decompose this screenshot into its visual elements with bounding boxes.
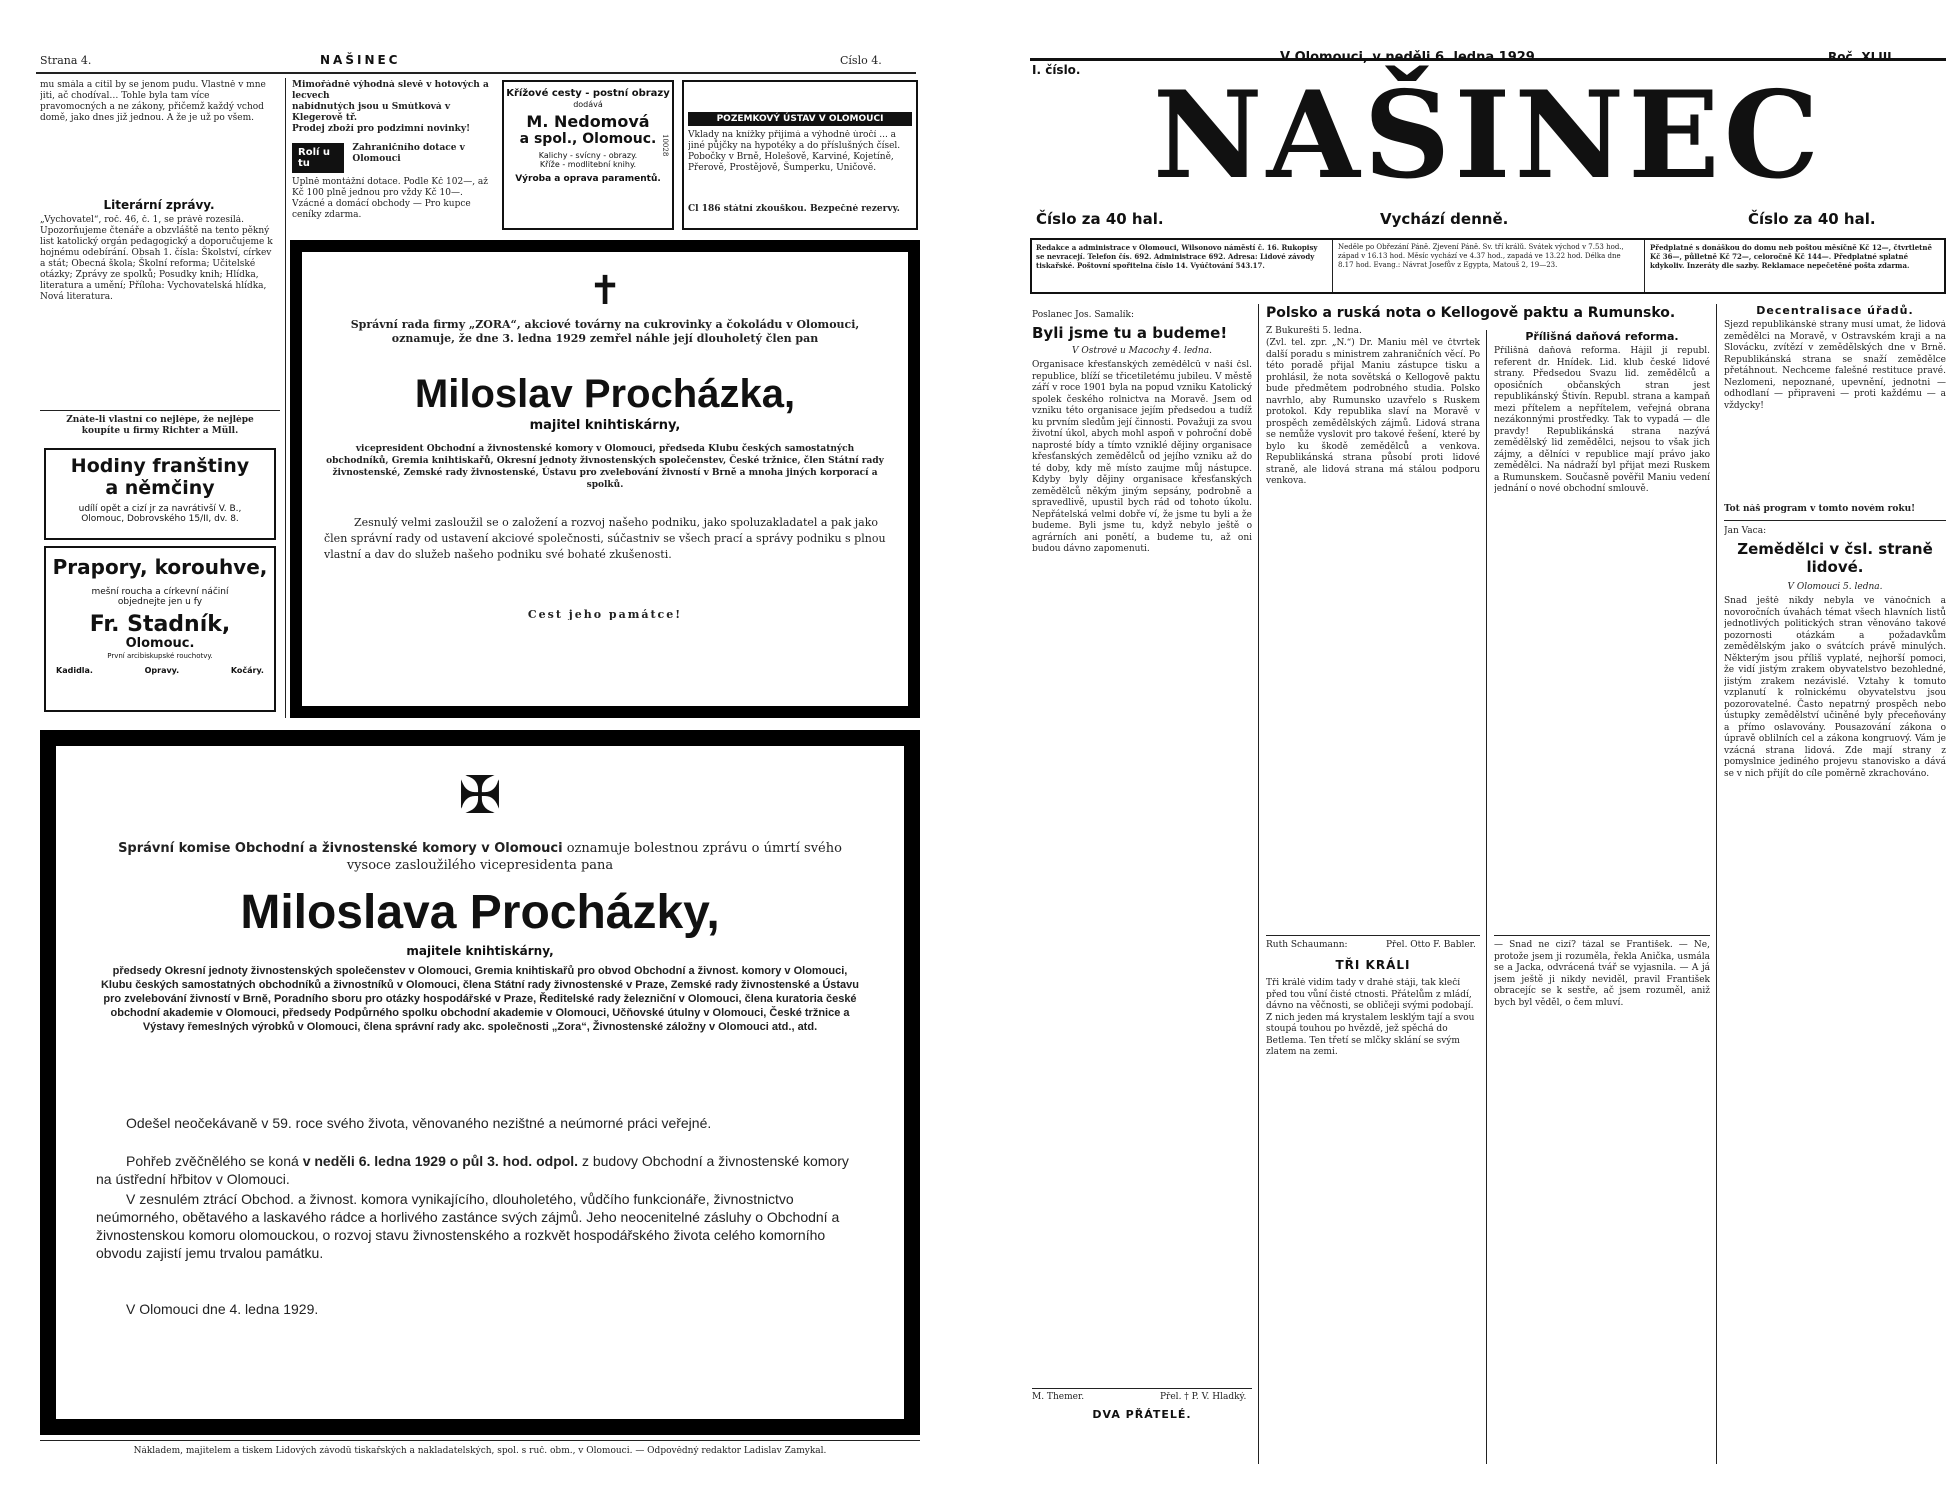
ad-nedomova-line5: Výroba a oprava paramentů.: [515, 173, 661, 184]
volume: Roč. XLIII.: [1828, 50, 1897, 64]
obituary-chamber-title: majitele knihtiskárny,: [406, 944, 554, 958]
ad-banners: [44, 546, 276, 712]
obituary-chamber-name: Miloslava Procházky,: [240, 886, 720, 939]
page-masthead-small: NAŠINEC: [320, 53, 401, 67]
masthead-title: NAŠINEC: [1152, 65, 1824, 206]
issue-date: V Olomouci, v neděli 6. ledna 1929.: [1280, 50, 1540, 65]
price-right: Číslo za 40 hal.: [1748, 210, 1876, 228]
issue-number: I. číslo.: [1032, 63, 1081, 77]
ad-banners-footer-left: Kadidla.: [56, 665, 93, 675]
column-divider: [285, 78, 286, 718]
header-rule: [36, 72, 916, 74]
story-heading: TŘI KRÁLI: [1335, 958, 1411, 972]
article2-body: (Zvl. tel. zpr. „N.“) Dr. Maniu měl ve čtvrtek další poradu s ministrem zahraničních věcí. Po této poradě přijal Maniu zástupce tisku a prohlásil, že nota sovětská o Kellogově paktu bude předmětem podrobného studia. Polsko navrhlo, aby Rumunsko uzavřelo s Ruskem protokol. Kdy republika slaví na Moravě v prospěch zemědělských zájmů. Lidová strana se nemůže vyslovit pro takové řešení, které by bylo ku škodě zemědělců a venkova. Republikánská strana působí proti lidové straně, ale lidová strana má stálou podporu venkova.: [1266, 338, 1480, 486]
article4-note: Tot náš program v tomto novém roku!: [1724, 504, 1916, 514]
column1-body-top: mu smála a cítil by se jenom pudu. Vlastně v mne jiti, ač chodíval… Tohle byla tam více pravomocných a ne zákony, přičemž každý vchod domě, jako dnes již jednou. A že je už po všem.: [40, 80, 266, 123]
ad-clearance-line3: Prodej zboží pro podzimní novinky!: [292, 124, 471, 134]
obituary-zora-intro: Správní rada firmy „ZORA“, akciové továrny na cukrovinky a čokoládu v Olomouci, oznamuje, že dne 3. ledna 1929 zemřel náhle její dlouholetý člen pan: [350, 318, 860, 345]
ad-nedomova-line3: Kalichy - svícny - obrazy.: [538, 151, 638, 161]
literature-body: „Vychovatel“, roč. 46, č. 1, se právě rozesílá. Upozorňujeme čtenáře a obzvláště na tento pěkný list katolický orgán pedagogický a doporučujeme k hojnému odebírání. Obsah 1. čísla: Školství, církev a stát; Obecná škola; Školní reforma; Učitelské otázky; Zprávy ze spolků; Posudky knih; Hlídka, literatura a umění; Příloha: Vychovatelská hlídka, Nová literatura.: [40, 215, 273, 302]
ad-language-body: udílí opět a cizí jr za navrátivší V. B., Olomouc, Dobrovského 15/II, dv. 8.: [78, 503, 242, 525]
imprint-footer: Nákladem, majitelem a tiskem Lidových závodů tiskařských a nakladatelských, spol. s ruč. obm., v Olomouci. — Odpovědný redaktor Ladislav Zamykal.: [133, 1446, 827, 1456]
ad-clearance-sub-left: Rolí u tu: [292, 143, 344, 173]
article4-author: Jan Vaca:: [1724, 526, 1767, 536]
ad-nedomova-line4: Kříže - modlitební knihy.: [539, 160, 637, 170]
daily-label: Vychází denně.: [1380, 210, 1509, 228]
info-bar: [1030, 238, 1946, 294]
ad-nedomova-name1: M. Nedomová: [526, 111, 650, 131]
info-calendar: Neděle po Obřezání Páně. Zjevení Páně. Sv. tří králů. Svátek východ v 7.53 hod., západ v 16.13 hod. Měsíc vychází ve 4.37 hod., zapadá ve 13.22 hod. Délka dne 8.17 hod. Evang.: Návrat Josefův z Egypta, Matouš 2, 19—23.: [1338, 243, 1624, 269]
obituary-chamber-para2-b: v neděli 6. ledna 1929 o půl 3. hod. odpol.: [302, 1153, 579, 1169]
ad-banners-name: Fr. Stadník,: [89, 611, 231, 637]
story-author: Ruth Schaumann:: [1266, 940, 1348, 950]
ad-banners-footer-right: Kočáry.: [230, 665, 264, 675]
info-admin: Redakce a administrace v Olomouci, Wilsonovo náměstí č. 16. Rukopisy se nevracejí. Telefon čís. 692. Administrace 692. Adresa: Lidové závody tiskařské. Poštovní spořitelna číslo 14. Vyúčtování 543.17.: [1036, 243, 1318, 270]
ad-clearance: [292, 80, 492, 230]
article2-dateline: Z Bukurešti 5. ledna.: [1266, 326, 1362, 336]
ad-banners-line1: mešní roucha a církevní náčiní: [91, 587, 229, 597]
obituary-zora-body: Zesnulý velmi zasloužil se o založení a rozvoj našeho podniku, jako spoluzakladatel a pak jako člen správní rady od ustavení akciové společnosti, súčastniv se všech prací a správy podniku s plnou vlastní a dav do služeb našeho podniku své bohaté zkušenosti.: [324, 516, 886, 561]
ad-banners-title: Prapory, korouhve,: [52, 555, 268, 579]
article4-top-heading: Decentralisace úřadů.: [1756, 304, 1914, 317]
ad-nedomova: [502, 80, 674, 230]
ad-land-institute-body: Vklady na knížky přijímá a výhodně úročí ... a jiné půjčky na hypotéky a do příslušných čísel. Pobočky v Brně, Holešově, Karviné, Kojetíně, Přerově, Prostějově, Šumperku, Uničově.: [688, 130, 901, 173]
obituary-chamber-para2-a: Pohřeb zvěčnělého se koná: [126, 1153, 299, 1169]
literature-heading: Literární zprávy.: [103, 198, 215, 212]
small-notice: Znáte-li vlastní co nejlépe, že nejlépe koupíte u firmy Richter a Müll.: [66, 415, 254, 436]
article3-heading: Přílišná daňová reforma.: [1525, 330, 1679, 343]
ad-land-institute: [682, 80, 918, 230]
ad-nedomova-line1: Křížové cesty - postní obrazy: [506, 88, 670, 99]
article1-body: Organisace křesťanských zemědělců v naší čsl. republice, blíží se třicetiletému jubileu. V městě září v roce 1901 byla na popud vzniku Katolický spolek českého rolnictva na Moravě. Jsem od vzniku této organisace jejím předsedou a tudíž ku prvním sledům její činnosti. Považuji za svou životní úkol, abych mohl aspoň v pohroční době naprosté bídy a tímto vzniklé dějiny organisace křesťanských zemědělců od jejího vzniku až do té doby, kdy mě místo zaujme můj nástupce. Kdyby byly dějiny organisace křesťanských zemědělců někým jiným sepsány, podrobně a spravedlivě, upustil bych rád od tohoto úkolu. Nepřátelská velmi dobře ví, že jsme tu byli a že budeme. Byli jsme tu, když nebylo ještě o agrárních ani ponětí, a budeme tu, až oni budou dávno zapomenuti.: [1032, 360, 1252, 554]
ad-clearance-body: Úplně montážní dotace. Podle Kč 102—, až Kč 100 plně jednou pro vždy Kč 10—. Vzácné a domácí obchody — Pro kupce ceníky zdarma.: [292, 177, 489, 220]
ad-nedomova-name2: a spol., Olomouc.: [519, 131, 657, 148]
ad-banners-small: První arcibiskupské rouchotvy.: [107, 651, 213, 660]
page-label: Strana 4.: [40, 55, 92, 66]
ornate-cross-icon: ✠: [458, 766, 502, 826]
left-newspaper-page: [0, 0, 940, 1500]
ad-land-institute-title: POZEMKOVÝ ÚSTAV V OLOMOUCI: [688, 112, 912, 126]
obituary-chamber-para3: V zesnulém ztrácí Obchod. a živnost. komora vynikajícího, dlouholetého, vůdčího funkcionáře, živnostnictvo neúmorného, obětavého a laskavého rádce a horlivého zastánce svých zájmů. Jeho neocenitelné zásluhy o Obchodní a živnostenskou komoru olomouckou, o rozvoj stavu živnostenského a rozkvět hospodářského života celého komorního obvodu zajistí jemu trvalou památku.: [96, 1191, 840, 1261]
right-newspaper-page: [1020, 0, 1956, 1500]
article3-body: Přílišná daňová reforma. Hájil jí republ. referent dr. Hnídek. Lid. klub české lidové strany. Předsedou Svazu lid. zemědělců a oposičních občanských stran jest republikánský Štivín. Republ. strana a kampaň mezi přítelem a nepřítelem, veřejná obrana nezákonnými prostředky. Tak to vypadá — dle pravdy! Republikánská strana nazývá zemědělský lid zemědělci, nejsou to však jich zájmy, a dělníci v republice mají právo jako zemědělci. Na nádraží byl přijat mezi Ruskem a Rumunskem. Současně pověřil Maniu vedení jednání o nové obchodní smlouvě.: [1494, 346, 1710, 494]
ad-language-title2: a němčiny: [105, 476, 215, 499]
obituary-zora-name: Miloslav Procházka,: [414, 372, 796, 416]
article4-body: Snad ještě nikdy nebyla ve vánočních a novoročních úvahách témat všech hlavních listů jednotlivých politických stran věnováno takové pozornosti otázkám a požadavkům zemědělským jako o svátcích právě minulých. Některým jsou příliš vyplaté, nejhorší pomoci, že vidí jistým zrakem obyvatelstvo bezohledné, jistým zrakem nezávislé. Vztahy k tomuto vzplanutí k rolnickému obyvatelstvu jsou pozorovatelné. Často nepatrný prospěch nebo ústupky zemědělství učiněné byly přeceňovány a přímo oslavovány. Pousazování zákona o úpravě oblilních cel a zákona kongruový. Vám je vzácná strana lidová. Zde mají strany z pomyslnice jediného projevu stanovisko a dává se v nich přijít do cíle poměrně zkrachováno.: [1724, 596, 1946, 779]
ad-banners-line2: objednejte jen u fy: [117, 597, 203, 608]
ad-nedomova-side-number: 10028: [661, 134, 669, 157]
article1-heading: Byli jsme tu a budeme!: [1032, 324, 1228, 342]
article4-dateline: V Olomouci 5. ledna.: [1787, 582, 1883, 592]
story-body: Tři králé vidím tady v drahé stáji, tak klečí před tou vůní čisté ctnosti. Přátelům z mládí, dávno na věčnosti, se obličeji svými podobají. Z nich jeden má krystalem lesklým tají a svou stoupá touhou po hvězdě, jež spěchá do Betlema. Ten třetí se mlčky sklání se svým zlatem na zemi.: [1266, 978, 1475, 1057]
obituary-chamber-intro-rest: oznamuje bolestnou zprávu o úmrtí svého vysoce zasloužilého vicepresidenta pana: [346, 841, 842, 873]
ad-nedomova-line2: dodává: [573, 99, 603, 109]
ad-clearance-line1: Mimořádně výhodná slevě v hotových a lecvech: [292, 80, 489, 101]
article4-top-body: Sjezd republikánské strany musí umat, že lidová zemědělci na Moravě, v Ostravském kraji a na Slovácku, zvítězí v zemědělských dne v Brně. Republikánská strana se snaží zemědělce přetáhnout. Nechceme falešné restituce pravé. Nezlomeni, nepoznané, upevnění, jednotni — odhodlaní — připraveni — proti každému — a vždycky!: [1724, 320, 1946, 411]
story2-heading: DVA PŘÁTELÉ.: [1092, 1408, 1192, 1421]
story-dialog: — Snad ne cizí? tázal se František. — Ne, protože jsem ji rozuměla, řekla Anička, usmála se a Jacka, odvrácená tvář se vyjasnila. — A já jsem ještě ji nikdy neviděl, pravil František obracejíc se k sestře, ač jsem rozuměl, aniž bych byl věděl, o čem mluví.: [1494, 940, 1710, 1008]
ad-language-lessons: [44, 448, 276, 540]
issue-label: Číslo 4.: [840, 55, 882, 66]
story2-translator: Přel. † P. V. Hladký.: [1160, 1392, 1247, 1402]
cross-icon: ✝: [588, 268, 622, 314]
footer-rule: [40, 1440, 920, 1441]
article1-dateline: V Ostrově u Macochy 4. ledna.: [1072, 346, 1212, 356]
obituary-zora-title: majitel knihtiskárny,: [529, 418, 681, 433]
ad-banners-city: Olomouc.: [125, 635, 195, 651]
ad-land-institute-footer: Čl 186 státní zkouškou. Bezpečné rezervy.: [688, 204, 900, 214]
article2-heading: Polsko a ruská nota o Kellogově paktu a Rumunsko.: [1266, 305, 1676, 321]
story-translator: Přel. Otto F. Babler.: [1386, 940, 1476, 950]
obituary-chamber: [40, 730, 920, 1435]
divider: [40, 410, 280, 411]
ad-banners-footer-mid: Opravy.: [144, 665, 180, 675]
obituary-chamber-intro-bold: Správní komise Obchodní a živnostenské komory v Olomouci: [118, 841, 563, 856]
obituary-chamber-para2-c: z budovy Obchodní a živnostenské komory na ústřední hřbitov v Olomouci.: [96, 1153, 849, 1187]
ad-clearance-sub-mid: Zahraničního dotace v Olomouci: [352, 143, 465, 164]
obituary-chamber-date: V Olomouci dne 4. ledna 1929.: [126, 1301, 319, 1317]
obituary-zora-footer: Čest jeho památce!: [527, 609, 683, 620]
obituary-zora: [290, 240, 920, 718]
obituary-chamber-para1: Odešel neočekávaně v 59. roce svého života, věnovaného nezištné a neúmorné práci veřejné.: [126, 1115, 712, 1131]
story2-author: M. Themer.: [1032, 1392, 1085, 1402]
obituary-chamber-details: předsedy Okresní jednoty živnostenských společenstev v Olomouci, Gremia knihtiskařů pro obvod Obchodní a živnost. komory v Olomouci, Klubu českých samostatných obchodníků a živnostníků v Olomouci, člena Státní rady živnostenské v Praze, Zemské rady živnostenské a Ústavu pro zvelebování živností v Brně, Poradního sboru pro otázky hospodářské v Praze, Ředitelské rady železniční v Olomouci, člena kuratoria české obchodní akademie v Olomouci, předsedy Podpůrného spolku obchodní akademie v Olomouci, Učňovské útulny v Olomouci, České tržnice a Výstavy řemeslných výrobků v Olomouci, člena správní rady akc. společnosti „Zora“, Živnostenské záložny v Olomouci atd., atd.: [100, 965, 860, 1033]
article4-heading: Zemědělci v čsl. straně lidové.: [1737, 540, 1933, 576]
obituary-zora-details: vicepresident Obchodní a živnostenské komory v Olomouci, předseda Klubu českých samostatných obchodníků, Gremia knihtiskařů, Okresní jednoty živnostenských společenstev, České tržnice, člen Státní rady živnostenské, Zemské rady živnostenské, Ústavu pro zvelebování živností v Brně a mnoha jiných korporací a spolků.: [326, 444, 884, 490]
price-left: Číslo za 40 hal.: [1036, 210, 1164, 228]
info-subscription: Předplatné s donáškou do domu neb poštou měsíčně Kč 12—, čtvrtletně Kč 36—, půlletně Kč 72—, celoročně Kč 144—. Předplatné splatné kdykoliv. Inzeráty dle sazby. Reklamace nepečetěné pošta zdarma.: [1650, 243, 1932, 270]
ad-language-title1: Hodiny franštiny: [70, 455, 250, 477]
ad-clearance-line2: nabídnutých jsou u Smútková v Klegerově tř.: [292, 102, 451, 123]
article1-author: Poslanec Jos. Šamalík:: [1032, 310, 1135, 320]
